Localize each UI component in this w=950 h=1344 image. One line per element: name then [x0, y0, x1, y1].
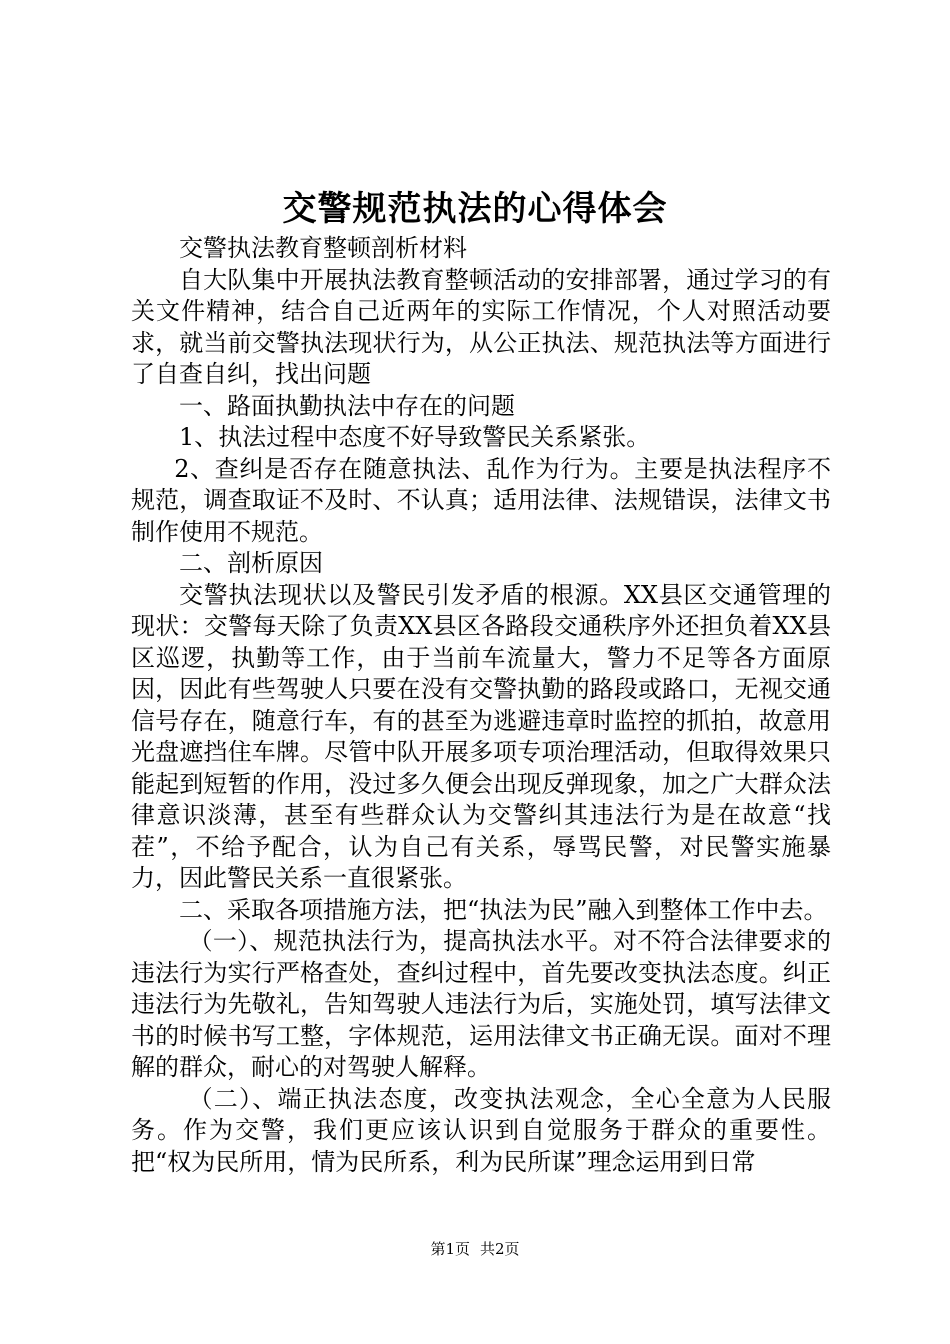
page-number: 第1页 [430, 1240, 470, 1258]
paragraph-problem-2: 2、查纠是否存在随意执法、乱作为行为。主要是执法程序不规范，调查取证不及时、不认真；适用法律、法规错误，法律文书制作使用不规范。 [131, 454, 831, 546]
paragraph-intro: 自大队集中开展执法教育整顿活动的安排部署，通过学习的有关文件精神，结合自己近两年的实际工作情况，个人对照活动要求，就当前交警执法现状行为，从公正执法、规范执法等方面进行了自查自纠，找出问题 [131, 265, 831, 388]
paragraph-measure-1: （一）、规范执法行为，提高执法水平。对不符合法律要求的违法行为实行严格查处，查纠过程中，首先要改变执法态度。纠正违法行为先敬礼，告知驾驶人违法行为后，实施处罚，填写法律文书的时候书写工整，字体规范，运用法律文书正确无误。面对不理解的群众，耐心的对驾驶人解释。 [131, 927, 831, 1081]
page-footer [0, 1239, 950, 1259]
heading-causes: 二、剖析原因 [179, 549, 323, 577]
heading-measures: 二、采取各项措施方法，把“执法为民”融入到整体工作中去。 [179, 895, 828, 924]
paragraph-causes: 交警执法现状以及警民引发矛盾的根源。XX县区交通管理的现状：交警每天除了负责XX县区各路段交通秩序外还担负着XX县区巡逻，执勤等工作，由于当前车流量大，警力不足等各方面原因，因此有些驾驶人只要在没有交警执勤的路段或路口，无视交通信号存在，随意行车，有的甚至为逃避违章时监控的抓拍，故意用光盘遮挡住车牌。尽管中队开展多项专项治理活动，但取得效果只能起到短暂的作用，没过多久便会出现反弹现象，加之广大群众法律意识淡薄，甚至有些群众认为交警纠其违法行为是在故意“找茬”，不给予配合，认为自己有关系，辱骂民警，对民警实施暴力，因此警民关系一直很紧张。 [131, 580, 831, 892]
heading-problems: 一、路面执勤执法中存在的问题 [179, 391, 515, 420]
paragraph-problem-1: 1、执法过程中态度不好导致警民关系紧张。 [179, 423, 651, 451]
paragraph-subtitle: 交警执法教育整顿剖析材料 [179, 234, 467, 262]
document-body [131, 233, 831, 1178]
paragraph-measure-2: （二）、端正执法态度，改变执法观念，全心全意为人民服务。作为交警，我们更应该认识到自觉服务于群众的重要性。把“权为民所用，情为民所系，利为民所谋”理念运用到日常 [131, 1084, 831, 1176]
document-title: 交警规范执法的心得体会 [282, 189, 668, 229]
page-total: 共2页 [480, 1240, 520, 1258]
